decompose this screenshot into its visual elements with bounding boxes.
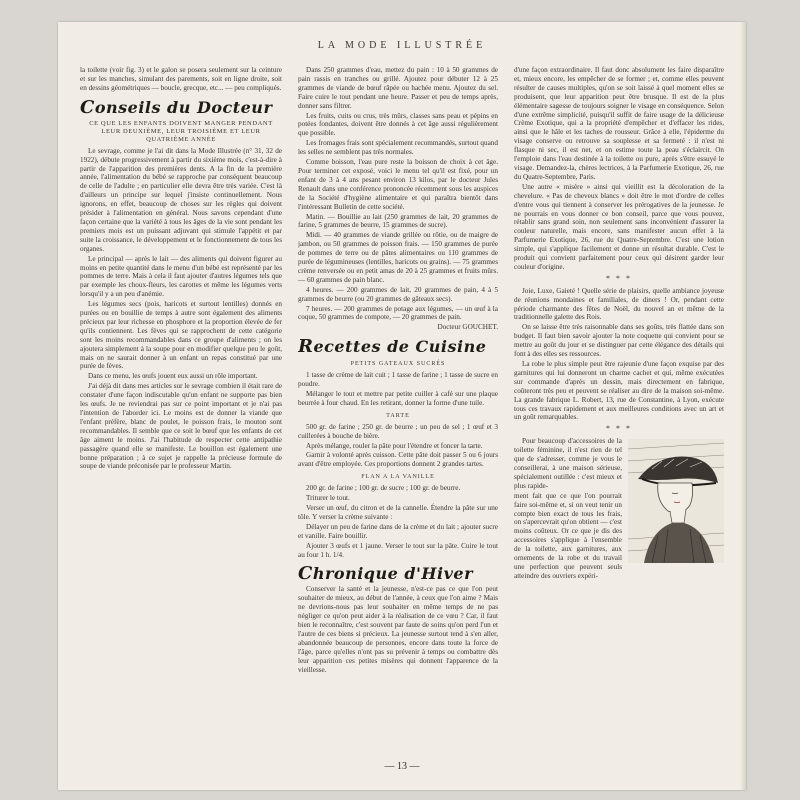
paragraph: Les légumes secs (pois, haricots et surtout lentilles) donnés en purées ou en bouillie de temps à autre sont également des aliments précieux par leur richesse en phosphore et la proportion élevée de fer qu'ils contiennent. Les fèves qui se rapprochent de cette catégorie sont les moins recommandables dans ce groupe d'aliments ; on les ajoutera simplement à la soupe pour en modifier quelque peu le goût, mais on ne saurait donner à un enfant un repas constitué par une purée de fèves. [80,300,282,371]
recipe-title: TARTE [386,412,410,419]
paragraph: 7 heures. — 200 grammes de potage aux légumes, — un œuf à la coque, 50 grammes de compote, — 20 grammes de pain. [298,304,498,322]
paragraph: Dans 250 grammes d'eau, mettez du pain : 10 à 50 grammes de pain rassis en tranches ou grillé. Ajoutez pour débuter 12 à 25 grammes de viande de bœuf râpée ou hachée menu. Ajoutez du sel. Faire cuire le tout pendant une heure. Passer et peu de temps après, donner sans filtrer. [298,66,498,110]
recipe-paragraph: Triturer le tout. [306,494,350,503]
section-separator: * * * [606,273,632,283]
recipe-title: PETITS GATEAUX SUCRÉS [350,361,446,368]
column-3 [514,66,724,738]
paragraph: Comme boisson, l'eau pure reste la boisson de choix à cet âge. Pour terminer cet exposé, voici le menu tel qu'il est fixé, pour un enfant de 3 à 4 ans pesant environ 13 kilos, par le docteur Jules Renault dans une conférence prononcée récemment sous les auspices de la Société d'hygiène alimentaire et qui paraîtra bientôt dans l'intéressant Bulletin de cette société. [298,158,498,211]
recipe-paragraph: Délayer un peu de farine dans de la crème et du lait ; ajouter sucre et vanille. Faire bouillir. [298,522,498,540]
paragraph: Dans ce menu, les œufs jouent eux aussi un rôle important. [88,372,258,381]
paragraph: d'une façon extraordinaire. Il faut donc absolument les faire disparaître et, mieux encore, les empêcher de se former ; et, comme elles peuvent résulter de causes multiples, qu'on se soit laissé à quel moment elles se produisent, que leur apparition peut être brusque. Il est de la plus élémentaire sagesse de toujours soigner le visage en conséquence. Selon d'une extrême simplicité, puisqu'il suffit de faire usage de la délicieuse Crème Exotique, qui a la propriété d'empêcher et d'effacer les rides, ainsi que le hâle et les taches de rousseur. Grâce à elle, l'épiderme du visage conserve ou retrouve sa souplesse et sa fermeté : il n'est ni flasque ni sec, il est net, et on estime toute la peau s'éclaircit. On l'emploie dans l'eau destinée à la toilette ou pure, après s'être essuyé le visage. Demandez-la, chères lectrices, à la Parfumerie Exotique, 26, rue du Quatre-Septembre, Paris. [514,66,724,181]
paragraph: Les fruits, cuits ou crus, très mûrs, classes sans peau et pépins en potées fondantes, doivent être donnés à cet âge aussi régulièrement que possible. [298,111,498,138]
column-2 [298,66,498,738]
col1-intro: la toilette (voir fig. 3) et le galon se posera seulement sur la ceinture et sur les manches, simulant des parements, soit en ligne droite, soit en dessins géométriques — boucle, grecque, etc... — peu compliqués. [80,66,282,92]
section-title-recettes: Recettes de Cuisine [298,336,487,358]
recipe-paragraph: Après mélange, rouler la pâte pour l'étendre et foncer la tarte. [306,441,483,450]
recipe-paragraph: Mélanger le tout et mettre par petite cuiller à café sur une plaque beurrée à four chaud. En les retirant, donner la forme d'une tuile. [298,390,498,407]
recipe-title: FLAN A LA VANILLE [361,474,435,481]
woman-in-hat-sketch [628,439,724,563]
paragraph: Pour beaucoup d'accessoires de la toilette féminine, il n'est rien de tel que de s'adresser, comme je vous le conseillerai, à une maison sérieuse, spécialement outillée : c'est mieux et plus rapide- [514,437,622,490]
section-separator: * * * [606,424,632,434]
paragraph: 4 heures. — 200 grammes de lait, 20 grammes de pain, 4 à 5 grammes de beurre (ou 20 grammes de gâteaux secs). [298,285,498,303]
paragraph: Les fromages frais sont spécialement recommandés, surtout quand les selles ne semblent pas très normales. [298,139,498,157]
paragraph: J'ai déjà dit dans mes articles sur le sevrage combien il était rare de constater d'une façon indiscutable qu'un enfant ne supporte pas bien les œufs. Je ne reviendrai pas sur ce point important et je n'ai pas l'intention de l'aborder ici. Le moins est de donner la viande que l'enfant préfère, blanc de poulet, le poisson frais, le mouton sont recommandables. Il semble que ce soit le bœuf que les enfants de cet âge aiment le moins. J'ai l'habitude de respecter cette antipathie passagère quand elle se manifeste. Le bouillon est également une bonne préparation ; à ce sujet je rappelle la précieuse formule de soupe de viande préconisée par le professeur Martin. [80,382,282,471]
section-title-chronique: Chronique d'Hiver [298,563,474,585]
column-1 [80,66,282,738]
page-edge-shadow [740,22,746,790]
recipe-paragraph: 500 gr. de farine ; 250 gr. de beurre ; un peu de sel ; 1 œuf et 3 cuillerées à bouche de bière. [298,422,498,440]
masthead: LA MODE ILLUSTRÉE [317,40,487,51]
section-title-conseils: Conseils du Docteur [80,96,273,118]
paragraph: Joie, Luxe, Gaieté ! Quelle série de plaisirs, quelle ambiance joyeuse de réunions mondaines et familiales, de diners ! Or, pendant cette période charmante des fêtes de Noël, du nouvel an et même de la traditionnelle galette des Rois. [514,286,724,322]
author-signature: Docteur GOUCHET. [437,323,498,332]
paragraph: On se laisse être très raisonnable dans ses goûts, très flattée dans son budget. Il faut bien savoir ajouter la note coquette qui convient pour se mettre au goût du jour et se distinguer par cette élégance des détails qui font à des elles ses ressources. [514,323,724,359]
paragraph: Matin. — Bouillie au lait (250 grammes de lait, 20 grammes de farine, 5 grammes de beurre, 15 grammes de sucre). [298,212,498,230]
paragraph: La robe le plus simple peut être rajeunie d'une façon exquise par des garnitures qui lui donneront un charme cachet et qui, même exécutées sur commande d'après un dessin, mais directement en fabrique, coûteront très peu et peuvent se réaliser au dire de la maison soi-même. La grande fabrique L. Robert, 13, rue de Constantine, à Lyon, exécute tous ces travaux rapidement et aux meilleures conditions avec un art et un goût remarquables. [514,360,724,422]
recipe-paragraph: Garnir à volonté après cuisson. Cette pâte doit passer 5 ou 6 jours avant d'être employée. Ces proportions donnent 2 grandes tartes. [298,451,498,469]
paragraph: ment fait que ce que l'on pourrait faire soi-même et, si on veut tenir un compte bien exact de tous les frais, on s'apercevrait qu'on obtient — c'est moins coûteux. Or ce que je dis des accessoires s'applique à l'ensemble de la toilette, aux garnitures, aux ornements de la robe et du travail une perfection que peuvent seuls atteindre des ouvriers expéri- [514,491,622,580]
paragraph: Midi. — 40 grammes de viande grillée ou rôtie, ou de maigre de jambon, ou 50 grammes de poisson frais. — 150 grammes de purée de pommes de terre ou de pâtes alimentaires ou 110 grammes de purée de légumineuses (lentilles, haricots ou grains). — 75 grammes crème renversée ou en petit amas de 20 à 25 grammes et fruits mûrs. — 60 grammes de pain blanc. [298,231,498,284]
recipe-paragraph: Ajouter 3 œufs et 1 jaune. Verser le tout sur la pâte. Cuire le tout au four 1 h. 1/4. [298,541,498,559]
paragraph: Le principal — après le lait — des aliments qui doivent figurer au moins en petite quantité dans le menu d'un bébé est représenté par les pommes de terre. Mais à cela il faut ajouter d'autres légumes tels que par exemple les choux-fleurs, les carottes et même les légumes verts lorsqu'il y a un peu d'anémie. [80,254,282,299]
hat-illustration [628,439,724,563]
recipe-paragraph: Verser un œuf, du citron et de la cannelle. Étendre la pâte sur une tôle. Y verser la crème suivante : [298,503,498,521]
magazine-page [58,22,746,790]
recipe-paragraph: 1 tasse de crème de lait cuit ; 1 tasse de farine ; 1 tasse de sucre en poudre. [298,371,498,389]
paragraph: Conserver la santé et la jeunesse, n'est-ce pas ce que l'on peut souhaiter de mieux, au début de l'année, à ceux que l'on aime ? Mais ne devrions-nous pas leur souhaiter en même temps de ne pas négliger ce qu'on peut aider à la réalisation de ce vœu ? Car, il faut bien le reconnaître, c'est souvent par faute de soins qu'on perd l'un et l'autre de ces biens si précieux. La jeunesse surtout tend à s'en aller, abandonnée beaucoup de personnes, encore dans toute la force de l'âge, parce qu'elles n'ont pas su prévenir à temps ou combattre dès leur apparition ces petites misères qui donnent l'apparence de la vieillesse. [298,585,498,674]
paragraph: Le sevrage, comme je l'ai dit dans la Mode Illustrée (n° 31, 32 de 1922), débute progressivement à partir du sixième mois, c'est-à-dire à partir de l'apparition des premières dents. A la fin de la première année, l'alimentation du bébé se rapproche par conséquent beaucoup de celle de l'adulte ; en particulier elle devra être très variée. C'est là d'ailleurs un principe sur lequel j'insiste continuellement. Nous ignorons, en effet, beaucoup de choses sur les règles qui doivent présider à l'alimentation en général. Nous savons cependant d'une façon certaine que la variété à tous les âges de la vie sont pendant les premiers mois est un puissant adjuvant qui stimule l'appétit et par suite la croissance, le développement et le fonctionnement de tous les organes. [80,146,282,253]
page-number: — 13 — [384,761,420,772]
paragraph: Une autre « misère » ainsi qui vieillit est la décoloration de la chevelure. « Pas de cheveux blancs » doit être le mot d'ordre de celles d'entre vous qui tiennent à conserver les prérogatives de la jeunesse. Je ne pourrais en vous donner ce bon conseil, parce que vous pouvez, rétablir sans grand soin, non seulement sans inconvénient d'assurer la couleur naturelle, mais encore, sans manifester aucun effet à la Parfumerie Exotique, 26, rue du Quatre-Septembre. C'est une lotion simple, qui s'applique facilement et donne un résultat durable. C'est le produit qui convient parfaitement pour ceux qui désirent garder leur couleur d'origine. [514,182,724,271]
section-subhead: CE QUE LES ENFANTS DOIVENT MANGER PENDANT LEUR DEUXIÈME, LEUR TROISIÈME ET LEUR QUATRIÈME ANNÉE [89,119,273,143]
recipe-paragraph: 200 gr. de farine ; 100 gr. de sucre ; 100 gr. de beurre. [306,484,461,493]
